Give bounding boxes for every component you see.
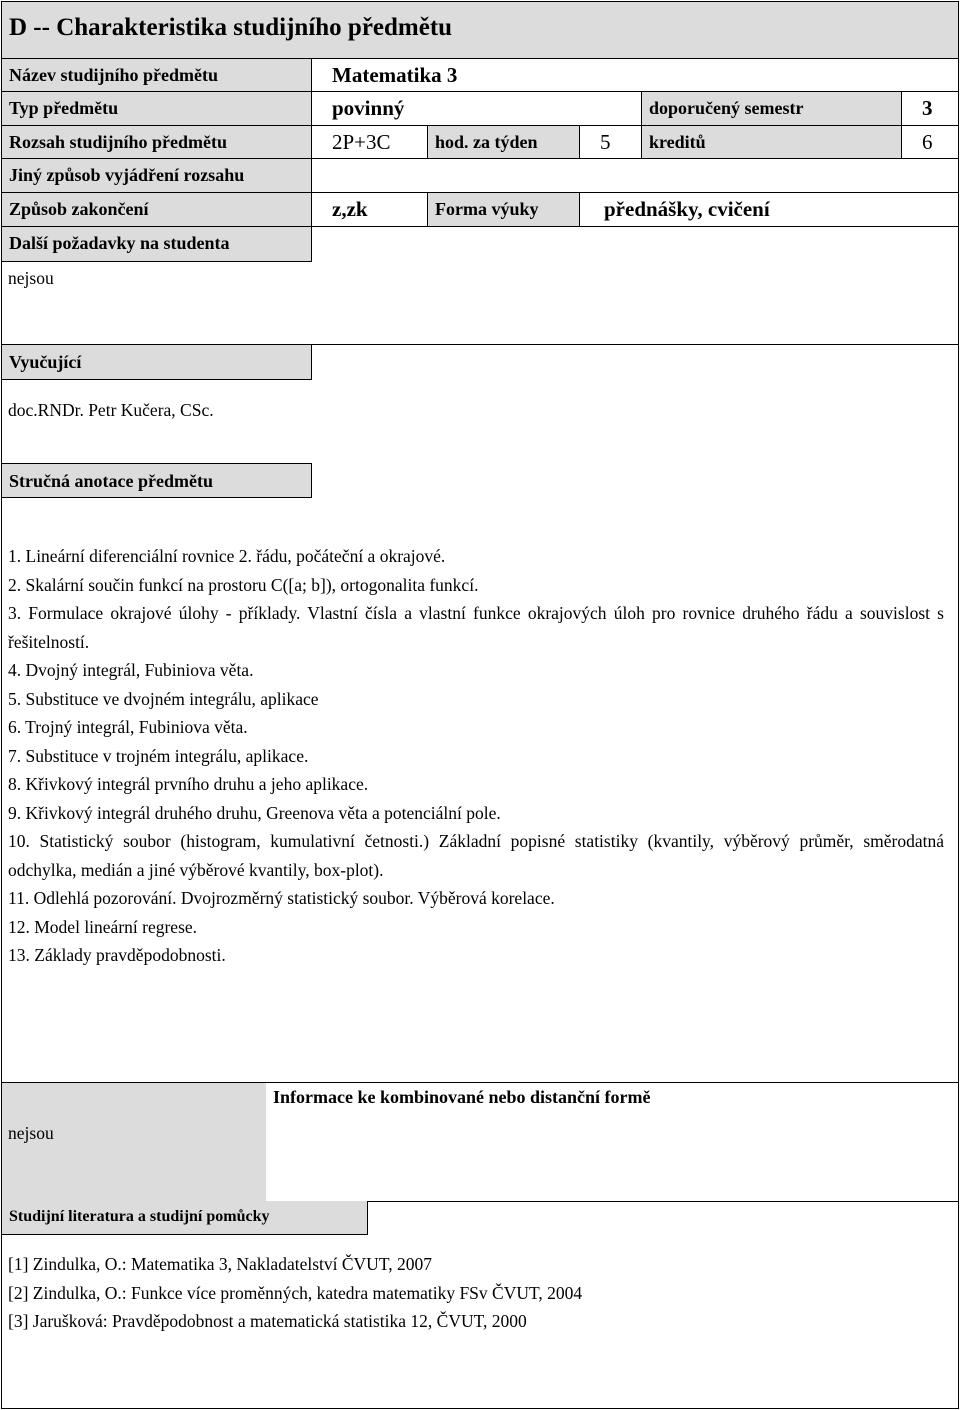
teacher-value: doc.RNDr. Petr Kučera, CSc. (8, 400, 214, 420)
list-item: 9. Křivkový integrál druhého druhu, Greenova věta a potenciální pole. (8, 802, 501, 823)
list-item: 7. Substituce v trojném integrálu, aplikace. (8, 745, 309, 766)
annotation-list (8, 542, 944, 970)
completion-value: z,zk (312, 193, 428, 227)
other-scope-value (312, 159, 958, 193)
list-item: 8. Křivkový integrál prvního druhu a jeho aplikace. (8, 774, 369, 794)
list-item: 11. Odlehlá pozorování. Dvojrozměrný statistický soubor. Výběrová korelace. (8, 888, 555, 908)
list-item: 4. Dvojný integrál, Fubiniova věta. (8, 660, 254, 680)
course-name-value: Matematika 3 (312, 59, 958, 92)
divider (266, 1082, 958, 1084)
semester-value: 3 (902, 92, 958, 126)
literature-label: Studijní literatura a studijní pomůcky (2, 1201, 368, 1235)
credits-label: kreditů (642, 126, 902, 159)
list-item: 6. Trojný integrál, Fubiniova věta. (8, 717, 248, 737)
list-item: 5. Substituce ve dvojném integrálu, aplikace (8, 688, 319, 709)
completion-label: Způsob zakončení (2, 193, 312, 227)
scope-label: Rozsah studijního předmětu (2, 126, 312, 159)
list-item: 1. Lineární diferenciální rovnice 2. řádu, počáteční a okrajové. (8, 546, 446, 566)
scope-value: 2P+3C (312, 126, 428, 159)
combined-form-label: Informace ke kombinované nebo distanční formě (273, 1087, 651, 1107)
other-scope-label: Jiný způsob vyjádření rozsahu (2, 159, 312, 193)
semester-label: doporučený semestr (642, 92, 902, 126)
teaching-form-label: Forma výuky (428, 193, 580, 227)
hours-value: 5 (580, 126, 642, 159)
list-item: 12. Model lineární regrese. (8, 916, 198, 937)
list-item: [1] Zindulka, O.: Matematika 3, Nakladatelství ČVUT, 2007 (8, 1254, 432, 1274)
annotation-label: Stručná anotace předmětu (2, 463, 312, 498)
list-item: 13. Základy pravděpodobnosti. (8, 945, 226, 965)
list-item: 2. Skalární součin funkcí na prostoru C([a; b]), ortogonalita funkcí. (8, 574, 479, 595)
requirements-value: nejsou (8, 268, 54, 288)
hours-label: hod. za týden (428, 126, 580, 159)
list-item: [3] Jarušková: Pravděpodobnost a matematická statistika 12, ČVUT, 2000 (8, 1311, 527, 1331)
credits-value: 6 (902, 126, 958, 159)
list-item: [2] Zindulka, O.: Funkce více proměnných, katedra matematiky FSv ČVUT, 2004 (8, 1282, 583, 1303)
page-title: D -- Charakteristika studijního předmětu (2, 2, 958, 59)
list-item: 3. Formulace okrajové úlohy - příklady. Vlastní čísla a vlastní funkce okrajových úloh pro rovnice druhého řádu a souvislost s řešitelností. (8, 603, 944, 652)
course-type-label: Typ předmětu (2, 92, 312, 126)
course-type-value: povinný (312, 92, 642, 126)
teacher-label: Vyučující (2, 345, 312, 380)
course-name-label: Název studijního předmětu (2, 59, 312, 92)
literature-list (8, 1250, 944, 1336)
teaching-form-value: přednášky, cvičení (580, 193, 958, 227)
list-item: 10. Statistický soubor (histogram, kumulativní četnosti.) Základní popisné statistiky (kvantily, výběrový průměr, směrodatná odchylka, medián a jiné výběrové kvantily, box-plot). (8, 831, 944, 880)
combined-form-value: nejsou (8, 1123, 54, 1143)
requirements-label: Další požadavky na studenta (2, 227, 312, 262)
